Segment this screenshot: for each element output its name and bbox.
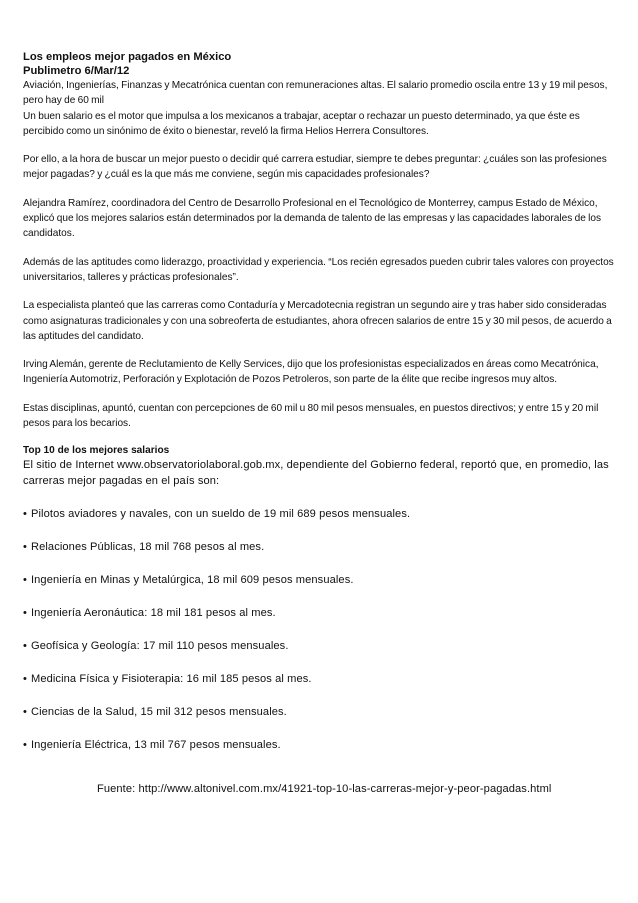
list-item-text: Ingeniería Eléctrica, 13 mil 767 pesos mensuales.: [30, 739, 281, 752]
bullet-icon: •: [23, 739, 27, 752]
list-item-text: Geofísica y Geología: 17 mil 110 pesos mensuales.: [30, 640, 289, 653]
bullet-icon: •: [23, 673, 27, 686]
list-item-text: Ciencias de la Salud, 15 mil 312 pesos mensuales.: [30, 706, 287, 719]
bullet-icon: •: [23, 508, 27, 521]
document-title: Los empleos mejor pagados en México: [23, 51, 232, 63]
list-item: [23, 573, 615, 587]
bullet-icon: •: [23, 607, 27, 620]
list-item: [23, 639, 615, 653]
list-item-text: Pilotos aviadores y navales, con un sueldo de 19 mil 689 pesos mensuales.: [30, 508, 411, 521]
section-title: Top 10 de los mejores salarios: [23, 445, 170, 457]
bullet-icon: •: [23, 541, 27, 554]
paragraph-summary: Aviación, Ingenierías, Finanzas y Mecatrónica cuentan con remuneraciones altas. El salario promedio oscila entre 13 y 19 mil pesos, pero hay de 60 mil: [23, 80, 608, 107]
bullet-icon: •: [23, 706, 27, 719]
list-item-text: Medicina Física y Fisioterapia: 16 mil 185 pesos al mes.: [30, 673, 312, 686]
list-item: [23, 606, 615, 620]
list-item: [23, 738, 615, 752]
list-item-text: Ingeniería Aeronáutica: 18 mil 181 pesos al mes.: [30, 607, 276, 620]
list-item-text: Ingeniería en Minas y Metalúrgica, 18 mil 609 pesos mensuales.: [30, 574, 354, 587]
document-byline: Publimetro 6/Mar/12: [23, 65, 130, 77]
paragraph-7: Estas disciplinas, apuntó, cuentan con percepciones de 60 mil u 80 mil pesos mensuales, en puestos directivos; y entre 15 y 20 mil pesos para los becarios.: [23, 402, 599, 430]
paragraph-3: Alejandra Ramírez, coordinadora del Centro de Desarrollo Profesional en el Tecnológico de Monterrey, campus Estado de México, explicó que los mejores salarios están determinados por la demanda de talento de las empresas y las capacidades laborales de los candidatos.: [23, 197, 602, 240]
section-intro: El sitio de Internet www.observatoriolaboral.gob.mx, dependiente del Gobierno federal, reportó que, en promedio, las carreras mejor pagadas en el país son:: [23, 459, 609, 487]
paragraph-1: Un buen salario es el motor que impulsa a los mexicanos a trabajar, aceptar o rechazar un puesto determinado, ya que éste es percibido como un sinónimo de éxito o bienestar, reveló la firma Helios Herrera Consultores.: [23, 110, 580, 137]
list-item: [23, 507, 615, 521]
source-citation: Fuente: http://www.altonivel.com.mx/41921-top-10-las-carreras-mejor-y-peor-pagadas.html: [97, 783, 552, 796]
bullet-icon: •: [23, 640, 27, 653]
paragraph-4: Además de las aptitudes como liderazgo, proactividad y experiencia. “Los recién egresados pueden cubrir tales valores con proyectos universitarios, talleres y prácticas profesionales”.: [23, 256, 614, 283]
list-item-text: Relaciones Públicas, 18 mil 768 pesos al mes.: [30, 541, 265, 554]
salary-list: [23, 507, 615, 752]
document-page: [23, 50, 615, 796]
bullet-icon: •: [23, 574, 27, 587]
list-item: [23, 705, 615, 719]
list-item: [23, 540, 615, 554]
paragraph-6: Irving Alemán, gerente de Reclutamiento de Kelly Services, dijo que los profesionistas especializados en áreas como Mecatrónica, Ingeniería Automotriz, Perforación y Explotación de Pozos Petroleros, son parte de la élite que recibe ingresos muy altos.: [23, 359, 599, 386]
paragraph-2: Por ello, a la hora de buscar un mejor puesto o decidir qué carrera estudiar, siempre te debes preguntar: ¿cuáles son las profesiones mejor pagadas? y ¿cuál es la que más me conviene, según mis capacidades profesionales?: [23, 154, 607, 181]
paragraph-5: La especialista planteó que las carreras como Contaduría y Mercadotecnia registran un segundo aire y tras haber sido consideradas como asignaturas tradicionales y con una sobreoferta de estudiantes, ahora ofrecen salarios de entre 15 y 30 mil pesos, de acuerdo a las aptitudes del candidato.: [23, 300, 612, 342]
list-item: [23, 672, 615, 686]
